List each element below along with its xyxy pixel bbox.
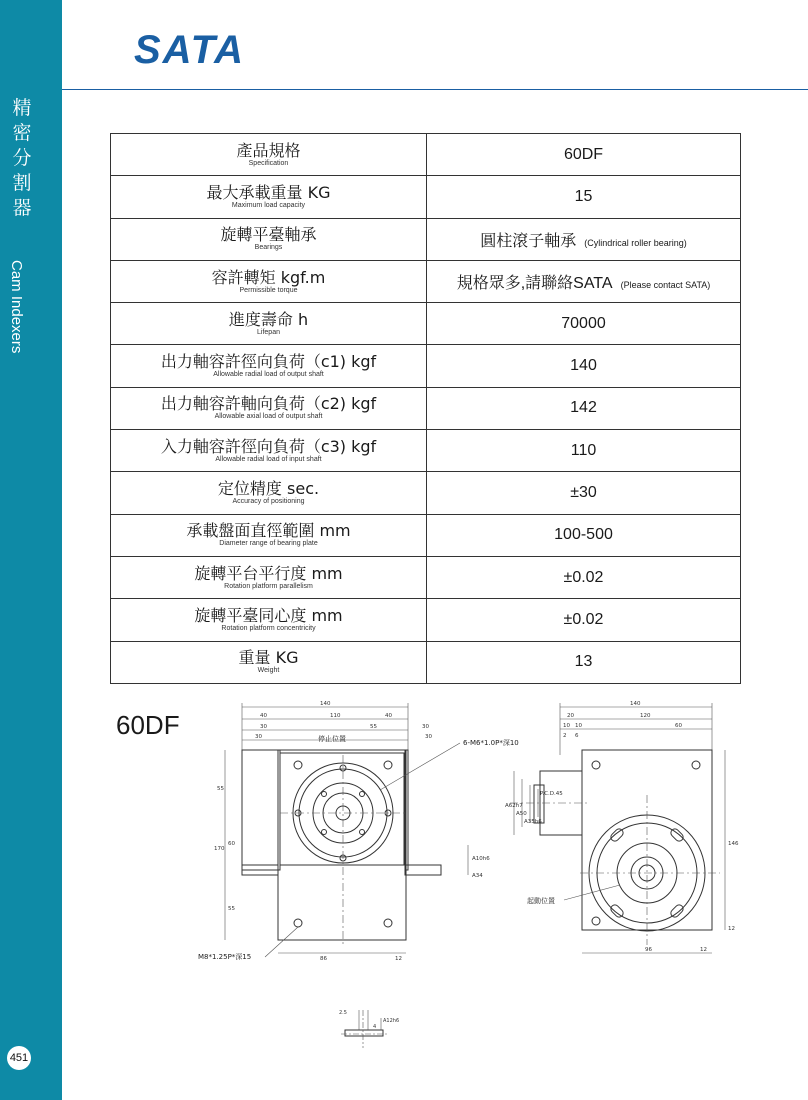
spec-value: 規格眾多,請聯絡SATA <box>456 275 613 293</box>
model-label: 60DF <box>116 710 180 740</box>
spec-value-cell <box>427 472 741 514</box>
spec-row <box>111 218 741 260</box>
spec-value-cell <box>427 387 741 429</box>
spec-row <box>111 556 741 598</box>
dim-label: 55 <box>217 786 224 792</box>
dim-label: 60 <box>675 723 682 729</box>
spec-label: 入力軸容許徑向負荷（c3) kgf <box>160 436 377 456</box>
header-divider <box>62 89 808 90</box>
spec-label-english: Maximum load capacity <box>231 201 306 209</box>
dim-label: 110 <box>330 713 341 719</box>
spec-row <box>111 303 741 345</box>
spec-row <box>111 599 741 641</box>
spec-value-cell <box>427 430 741 472</box>
dim-label: 4 <box>373 1024 377 1030</box>
sidebar-subtitle: Cam Indexers <box>8 260 25 354</box>
sata-logo: SATA <box>134 28 245 72</box>
spec-label-cell <box>111 134 427 176</box>
spec-label: 產品規格 <box>236 140 301 160</box>
spec-row <box>111 641 741 683</box>
dim-label: 20 <box>567 713 574 719</box>
spec-value-cell <box>427 303 741 345</box>
sidebar-title-char: 器 <box>12 197 32 219</box>
dim-label: A50 <box>516 811 527 817</box>
dim-label: 120 <box>640 713 651 719</box>
dim-label: 96 <box>645 947 652 953</box>
spec-value-cell <box>427 345 741 387</box>
dim-label: 10 <box>563 723 570 729</box>
spec-label-english: Allowable radial load of input shaft <box>215 455 322 463</box>
spec-label-cell <box>111 556 427 598</box>
spec-label-cell <box>111 260 427 302</box>
dim-label: 55 <box>370 724 377 730</box>
spec-label-english: Lifepan <box>257 328 280 336</box>
dim-label: 2.5 <box>339 1010 347 1016</box>
dim-label: 6 <box>575 733 579 739</box>
dim-label: 40 <box>385 713 392 719</box>
spec-value-cell <box>427 514 741 556</box>
dim-label: 30 <box>422 724 429 730</box>
spec-value: 15 <box>574 187 593 205</box>
spec-value: 100-500 <box>554 526 613 544</box>
spec-label: 最大承載重量 KG <box>206 182 331 202</box>
spec-row <box>111 472 741 514</box>
dim-label: A34 <box>472 873 483 879</box>
spec-label-cell <box>111 387 427 429</box>
spec-label: 旋轉平台平行度 mm <box>194 563 343 583</box>
spec-row <box>111 134 741 176</box>
spec-label-english: Specification <box>248 159 289 167</box>
spec-value: 圓柱滾子軸承 <box>480 232 577 250</box>
spec-label-english: Allowable axial load of output shaft <box>214 413 323 421</box>
spec-label-english: Permissible torque <box>239 286 298 294</box>
dim-label: 170 <box>214 846 225 852</box>
spec-table <box>110 133 741 684</box>
dim-label: 12 <box>728 926 735 932</box>
spec-label: 出力軸容許軸向負荷（c2) kgf <box>160 394 377 414</box>
dim-label: A35h6 <box>524 819 542 825</box>
sidebar-title-char: 分 <box>12 147 32 169</box>
spec-row <box>111 260 741 302</box>
spec-value-cell <box>427 260 741 302</box>
spec-value: 60DF <box>563 145 604 163</box>
spec-label: 旋轉平臺軸承 <box>220 225 317 245</box>
spec-label-cell <box>111 641 427 683</box>
spec-value-cell <box>427 599 741 641</box>
dim-label: 2 <box>563 733 567 739</box>
spec-value-cell <box>427 641 741 683</box>
spec-value: 70000 <box>561 314 606 332</box>
spec-label-english: Weight <box>257 667 280 675</box>
spec-label-english: Allowable radial load of output shaft <box>213 371 324 379</box>
spec-value-cell <box>427 556 741 598</box>
dim-label: 60 <box>228 841 235 847</box>
spec-label: 承載盤面直徑範圍 mm <box>186 521 351 541</box>
spec-row <box>111 514 741 556</box>
spec-label-english: Rotation platform concentricity <box>221 624 316 632</box>
spec-value-note: (Cylindrical roller bearing) <box>584 237 687 248</box>
dim-label: 86 <box>320 956 327 962</box>
spec-value: ±30 <box>570 484 597 502</box>
dim-label: 12 <box>700 947 707 953</box>
spec-value: 13 <box>574 653 593 671</box>
spec-label: 出力軸容許徑向負荷（c1) kgf <box>160 352 377 372</box>
sidebar-title-char: 密 <box>12 122 32 144</box>
sidebar-title-char: 精 <box>12 97 32 119</box>
sidebar <box>0 0 62 1100</box>
spec-label: 重量 KG <box>238 648 299 668</box>
spec-label-english: Diameter range of bearing plate <box>219 540 318 548</box>
spec-label-cell <box>111 345 427 387</box>
spec-value: ±0.02 <box>563 610 604 628</box>
sidebar-title-char: 割 <box>12 172 32 194</box>
spec-value-cell <box>427 134 741 176</box>
spec-value: 142 <box>570 399 597 417</box>
dim-label: 30 <box>425 734 432 740</box>
spec-value: 110 <box>570 441 597 459</box>
spec-label-cell <box>111 514 427 556</box>
spec-label: 旋轉平臺同心度 mm <box>194 605 343 625</box>
spec-value: 140 <box>570 357 597 375</box>
dim-label: A62h7 <box>505 803 523 809</box>
spec-row <box>111 176 741 218</box>
spec-value-cell <box>427 218 741 260</box>
detail-view-drawing <box>335 1000 400 1050</box>
spec-label-english: Rotation platform parallelism <box>224 582 313 590</box>
dim-label: 140 <box>630 701 641 707</box>
spec-label-cell <box>111 303 427 345</box>
spec-label: 進度壽命 h <box>228 309 309 329</box>
dim-label: 10 <box>575 723 582 729</box>
stop-position-label: 停止位置 <box>318 735 346 743</box>
spec-label-cell <box>111 472 427 514</box>
side-view-drawing <box>500 695 740 970</box>
dim-label: A10h6 <box>472 856 490 862</box>
dim-label: 30 <box>255 734 262 740</box>
dim-label: A12h6 <box>383 1018 400 1024</box>
dim-label: 12 <box>395 956 402 962</box>
page-number: 451 <box>7 1046 31 1070</box>
sidebar-title <box>10 96 34 221</box>
spec-label-cell <box>111 430 427 472</box>
spec-value-note: (Please contact SATA) <box>620 280 711 291</box>
spec-value: ±0.02 <box>563 568 604 586</box>
dim-label: P.C.D.45 <box>540 791 563 797</box>
dim-label: 140 <box>320 701 331 707</box>
spec-label-cell <box>111 599 427 641</box>
spec-label-english: Accuracy of positioning <box>232 498 305 506</box>
spec-row <box>111 345 741 387</box>
spec-row <box>111 387 741 429</box>
dim-label: 146 <box>728 841 739 847</box>
dim-label: 55 <box>228 906 235 912</box>
spec-label-cell <box>111 176 427 218</box>
spec-row <box>111 430 741 472</box>
tap-hole-label: 6-M6*1.0P*深10 <box>463 739 519 747</box>
spec-label: 容許轉矩 kgf.m <box>211 267 326 287</box>
spec-label-cell <box>111 218 427 260</box>
spec-value-cell <box>427 176 741 218</box>
start-position-label: 起動位置 <box>527 897 555 905</box>
dim-label: 30 <box>260 724 267 730</box>
spec-label: 定位精度 sec. <box>217 479 320 499</box>
spec-label-english: Bearings <box>254 244 283 252</box>
base-hole-label: M8*1.25P*深15 <box>198 953 252 961</box>
dim-label: 40 <box>260 713 267 719</box>
